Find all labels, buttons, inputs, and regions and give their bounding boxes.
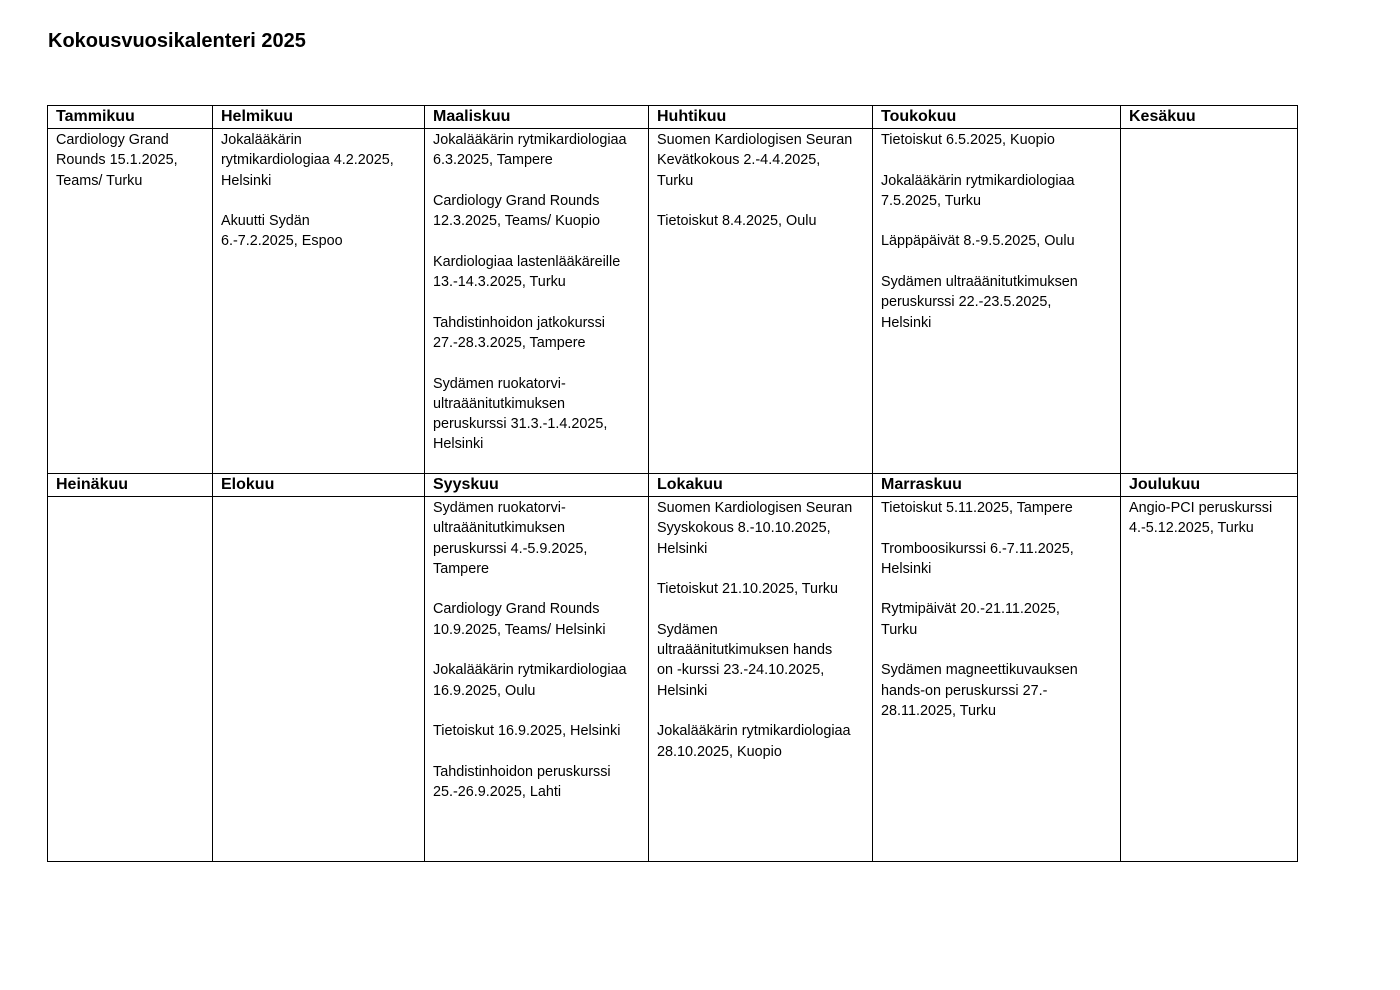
month-events-row: [48, 497, 1298, 862]
month-header: Lokakuu: [649, 474, 873, 497]
page-title: Kokousvuosikalenteri 2025: [48, 30, 306, 52]
event-entry: Cardiology Grand Rounds 15.1.2025, Teams/ Turku: [56, 132, 178, 189]
event-entry: Läppäpäivät 8.-9.5.2025, Oulu: [881, 233, 1075, 250]
event-entry: Sydämen ruokatorvi- ultraäänitutkimuksen peruskurssi 4.-5.9.2025, Tampere: [433, 500, 588, 577]
event-entry: Tietoiskut 8.4.2025, Oulu: [657, 213, 817, 230]
month-events-row: [48, 129, 1298, 474]
month-events-cell: [213, 129, 425, 474]
event-entry: Sydämen ultraäänitutkimuksen hands on -kurssi 23.-24.10.2025, Helsinki: [657, 621, 833, 699]
month-header: Helmikuu: [213, 106, 425, 129]
month-header: Huhtikuu: [649, 106, 873, 129]
month-events-cell: [649, 129, 873, 474]
event-entry: Jokalääkärin rytmikardiologiaa 28.10.2025, Kuopio: [657, 723, 851, 760]
event-entry: Tietoiskut 21.10.2025, Turku: [657, 581, 839, 598]
month-events-cell: [48, 129, 213, 474]
month-events-cell: [425, 129, 649, 474]
month-events-cell: [649, 497, 873, 862]
event-entry: Sydämen ruokatorvi- ultraäänitutkimuksen peruskurssi 31.3.-1.4.2025, Helsinki: [433, 375, 608, 453]
month-header: Elokuu: [213, 474, 425, 497]
event-entry: Tietoiskut 16.9.2025, Helsinki: [433, 723, 621, 740]
month-header: Syyskuu: [425, 474, 649, 497]
event-entry: Rytmipäivät 20.-21.11.2025, Turku: [881, 601, 1060, 638]
event-entry: Kardiologiaa lastenlääkäreille 13.-14.3.2025, Turku: [433, 253, 621, 291]
event-entry: Suomen Kardiologisen Seuran Syyskokous 8.-10.10.2025, Helsinki: [657, 500, 853, 557]
event-entry: Jokalääkärin rytmikardiologiaa 7.5.2025, Turku: [881, 172, 1075, 209]
month-header-row: [48, 106, 1298, 129]
event-entry: Jokalääkärin rytmikardiologiaa 4.2.2025, Helsinki: [221, 132, 394, 189]
month-events-cell: [873, 497, 1121, 862]
event-entry: Akuutti Sydän 6.-7.2.2025, Espoo: [221, 213, 343, 250]
event-entry: Sydämen ultraäänitutkimuksen peruskurssi 22.-23.5.2025, Helsinki: [881, 274, 1078, 331]
event-entry: Cardiology Grand Rounds 10.9.2025, Teams/ Helsinki: [433, 601, 606, 638]
month-header: Toukokuu: [873, 106, 1121, 129]
event-entry: Tietoiskut 5.11.2025, Tampere: [881, 500, 1073, 516]
event-entry: Suomen Kardiologisen Seuran Kevätkokous 2.-4.4.2025, Turku: [657, 132, 853, 189]
month-header: Joulukuu: [1121, 474, 1298, 497]
event-entry: Tietoiskut 6.5.2025, Kuopio: [881, 132, 1055, 148]
calendar-body: [48, 106, 1298, 862]
event-entry: Tahdistinhoidon jatkokurssi 27.-28.3.2025, Tampere: [433, 314, 605, 351]
month-events-cell: [1121, 497, 1298, 862]
month-events-cell: [425, 497, 649, 862]
month-header: Tammikuu: [48, 106, 213, 129]
event-entry: Sydämen magneettikuvauksen hands-on peruskurssi 27.- 28.11.2025, Turku: [881, 662, 1078, 719]
event-entry: Jokalääkärin rytmikardiologiaa 6.3.2025, Tampere: [433, 132, 627, 169]
month-header: Kesäkuu: [1121, 106, 1298, 129]
event-entry: Tahdistinhoidon peruskurssi 25.-26.9.2025, Lahti: [433, 763, 611, 801]
meeting-calendar-table: [47, 105, 1298, 862]
month-header-row: [48, 474, 1298, 497]
event-entry: Cardiology Grand Rounds 12.3.2025, Teams/ Kuopio: [433, 192, 600, 230]
month-events-cell: [48, 497, 213, 862]
event-entry: Jokalääkärin rytmikardiologiaa 16.9.2025, Oulu: [433, 662, 627, 699]
month-events-cell: [213, 497, 425, 862]
month-events-cell: [873, 129, 1121, 474]
month-events-cell: [1121, 129, 1298, 474]
event-entry: Angio-PCI peruskurssi 4.-5.12.2025, Turku: [1129, 500, 1273, 537]
month-header: Maaliskuu: [425, 106, 649, 129]
month-header: Marraskuu: [873, 474, 1121, 497]
month-header: Heinäkuu: [48, 474, 213, 497]
event-entry: Tromboosikurssi 6.-7.11.2025, Helsinki: [881, 540, 1074, 577]
